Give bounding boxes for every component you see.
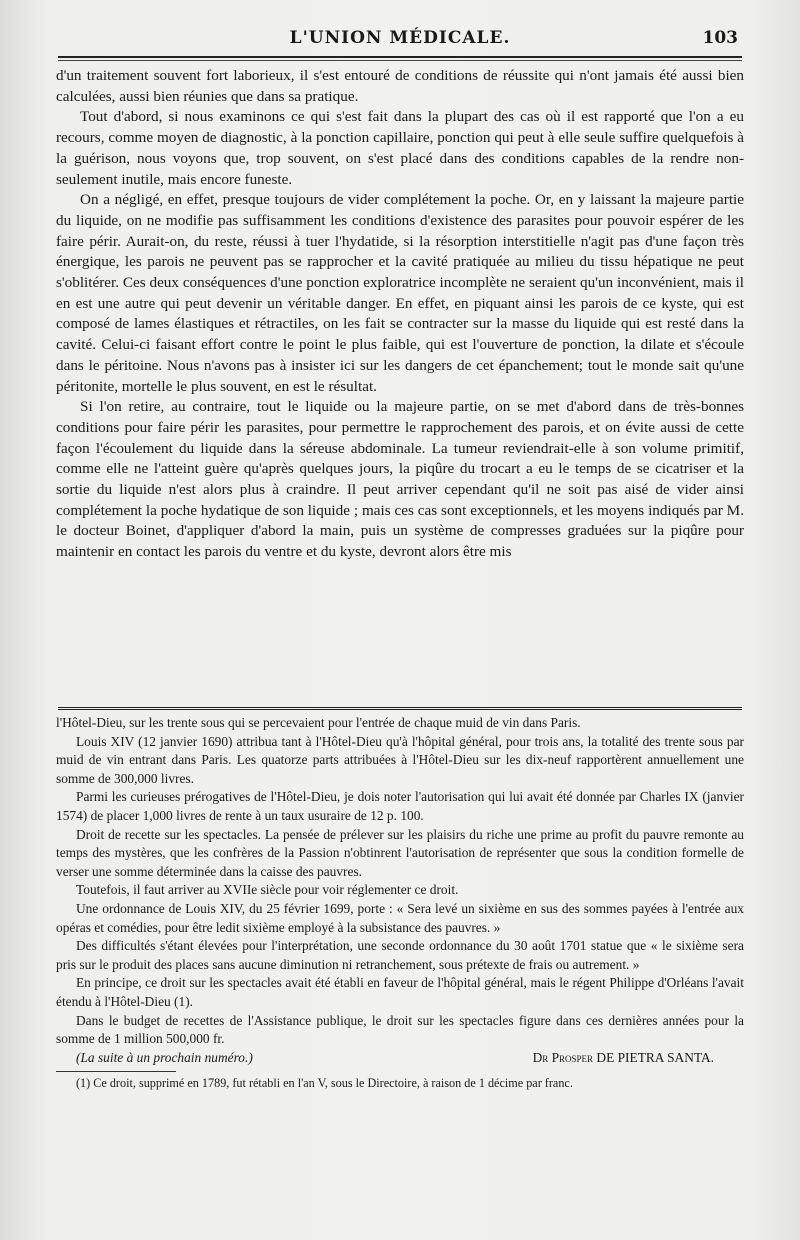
footnote: (1) Ce droit, supprimé en 1789, fut rétabli en l'an V, sous le Directoire, à raison de 1 décime par franc. [76, 1076, 573, 1091]
paragraph: Toutefois, il faut arriver au XVIIe siècle pour voir réglementer ce droit. [76, 882, 459, 898]
continuation-line [56, 1049, 744, 1068]
paragraph: Parmi les curieuses prérogatives de l'Hôtel-Dieu, je dois noter l'autorisation qui lui avait été donnée par Charles IX (janvier 1574) de placer 1,000 livres de rente à un taux usuraire de 12 p. 100. [56, 789, 744, 823]
page-header [58, 22, 742, 52]
paragraph: d'un traitement souvent fort laborieux, il s'est entouré de conditions de réussite qui n'ont jamais été aussi bien calculées, aussi bien réunies que dans sa pratique. [56, 67, 744, 105]
paragraph: Une ordonnance de Louis XIV, du 25 février 1699, porte : « Sera levé un sixième en sus des sommes payées à l'entrée aux opéras et comédies, pour être ledit sixième employé à la subsistance des pauvres. » [56, 900, 744, 935]
paragraph: En principe, ce droit sur les spectacles avait été établi en faveur de l'hôpital général, mais le régent Philippe d'Orléans l'avait étendu à l'Hôtel-Dieu (1). [56, 975, 744, 1009]
paragraph: Des difficultés s'étant élevées pour l'interprétation, une seconde ordonnance du 30 août 1701 statue que « le sixième sera pris sur le produit des places sans aucune diminution ni retranchement, sous prétexte de frais ou autrement. » [56, 938, 744, 972]
page-number: 103 [702, 28, 738, 48]
header-rule-thin [58, 60, 742, 61]
paragraph: Si l'on retire, au contraire, tout le liquide ou la majeure partie, on se met d'abord dans de très-bonnes conditions pour faire périr les parasites, pour permettre le rapprochement des parois, et on évite aussi de cette façon l'écoulement du liquide dans la séreuse abdominale. La tumeur reviendrait-elle à son volume primitif, comme elle ne l'atteint guère qu'après quelques jours, la piqûre du trocart a eu le temps de se cicatriser et la sortie du liquide n'est alors plus à craindre. Il peut arriver cependant qu'il ne soit pas aisé de vider ainsi complétement la poche hydatique de son liquide ; mais ces cas sont exceptionnels, et les moyens indiqués par M. le docteur Boinet, d'appliquer d'abord la main, puis un système de compresses graduées sur la piqûre pour maintenir en contact les parois du ventre et du kyste, devront alors être mis [56, 398, 744, 561]
paragraph: Tout d'abord, si nous examinons ce qui s'est fait dans la plupart des cas où il est rapporté que l'on a eu recours, comme moyen de diagnostic, à la ponction capillaire, ponction qui peut à elle seule suffire quelquefois à la guérison, nous voyons que, trop souvent, on s'est placé dans des conditions capables de la rendre non-seulement inutile, mais encore funeste. [56, 108, 744, 188]
paragraph: On a négligé, en effet, presque toujours de vider complétement la poche. Or, en y laissant la majeure partie du liquide, on ne modifie pas suffisamment les conditions d'existence des parasites pour pouvoir espérer de les faire périr. Aurait-on, du reste, réussi à tuer l'hydatide, si la résorption interstitielle n'agit pas d'une façon très énergique, les parois ne peuvent pas se rapprocher et la cavité pratiquée au milieu du tissu hépatique ne peut s'oblitérer. Ces deux conséquences d'une ponction exploratrice incomplète ne seraient qu'un inconvénient, mais il en est une autre qui peut devenir un véritable danger. En effet, en piquant ainsi les parois de ce kyste, qui est composé de lames élastiques et rétractiles, on les fait se contracter sur la masse du liquide qui est resté dans la cavité. Celui-ci faisant effort contre le point le plus faible, qui est l'ouverture de ponction, la dilate et s'écoule dans le péritoine. Nous n'avons pas à insister ici sur les dangers de cet épanchement; tout le monde sait qu'une péritonite, mortelle le plus souvent, en est le résultat. [56, 191, 744, 395]
running-title: L'UNION MÉDICALE. [289, 28, 511, 48]
author-signature: Dr Prosper DE PIETRA SANTA. [532, 1049, 714, 1065]
feuilleton-separator [58, 707, 742, 710]
main-article [56, 66, 744, 563]
header-rule [58, 56, 742, 58]
feuilleton-article [56, 714, 744, 1091]
paragraph: Dans le budget de recettes de l'Assistance publique, le droit sur les spectacles figure dans ces dernières années pour la somme de 1 million 500,000 fr. [56, 1012, 744, 1047]
paragraph: l'Hôtel-Dieu, sur les trente sous qui se percevaient pour l'entrée de chaque muid de vin dans Paris. [56, 715, 581, 730]
footnote-rule [56, 1071, 176, 1072]
paragraph: Louis XIV (12 janvier 1690) attribua tant à l'Hôtel-Dieu qu'à l'hôpital général, pour trois ans, la totalité des trente sous par muid de vin entrant dans Paris. Les quatorze parts attribuées à l'Hôtel-Dieu sur les dix-neuf rapportèrent annuellement une somme de 300,000 livres. [56, 733, 744, 786]
paragraph: Droit de recette sur les spectacles. La pensée de prélever sur les plaisirs du riche une prime au profit du pauvre remonte au temps des mystères, que les confrères de la Passion n'obtinrent l'autorisation de représenter que sous la condition formelle de verser une somme déterminée dans la caisse des pauvres. [56, 826, 744, 879]
continuation-note: (La suite à un prochain numéro.) [76, 1049, 253, 1065]
